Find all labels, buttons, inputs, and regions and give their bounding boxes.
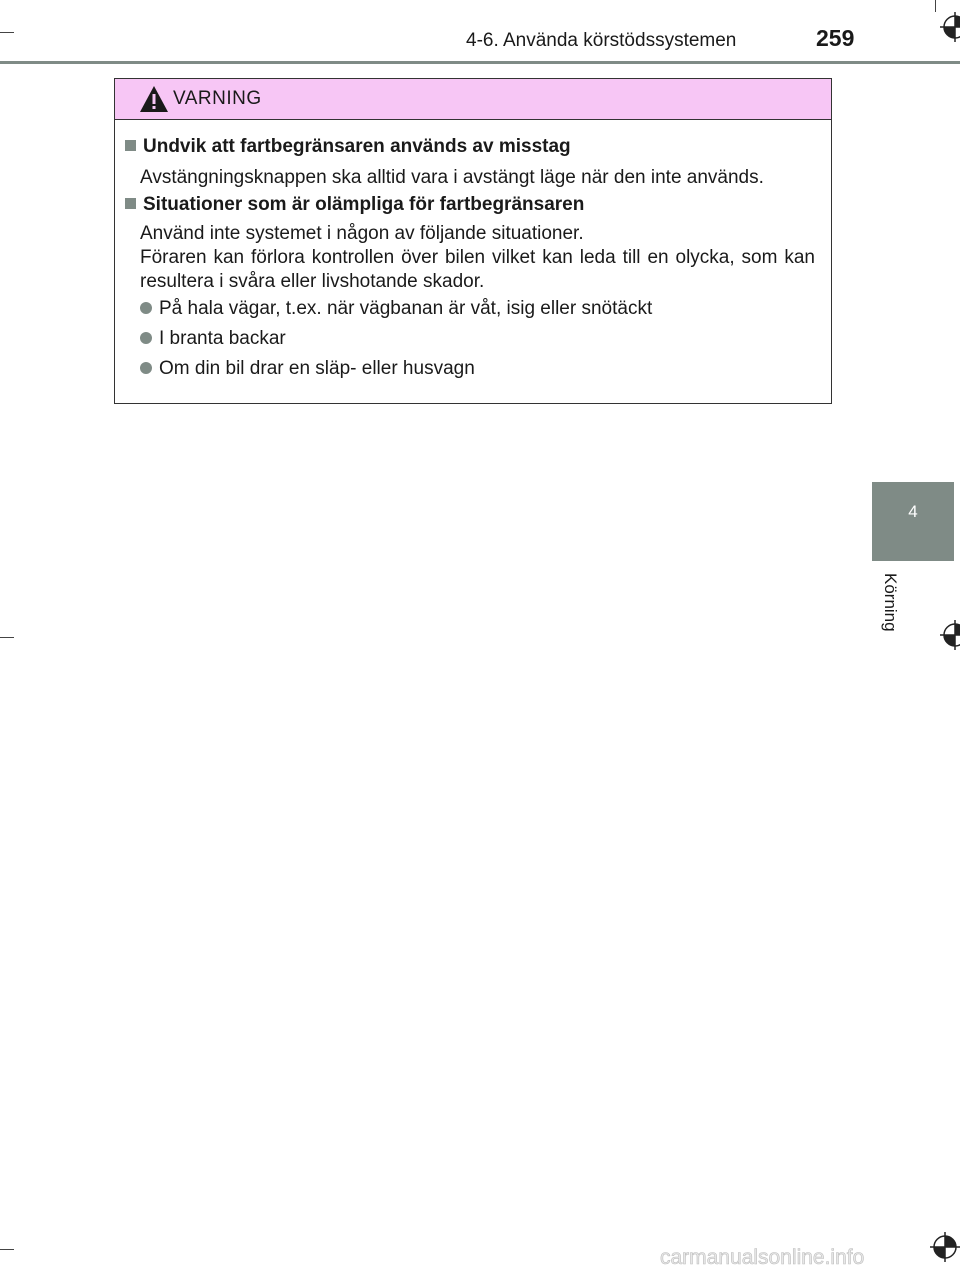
list-item: I branta backar [140,328,286,350]
registration-mark-icon [940,12,960,42]
paragraph: Föraren kan förlora kontrollen över bilen vilket kan leda till en olycka, som kan resultera i svåra eller livshotande skador. [140,247,815,292]
svg-text:carmanualsonline.info: carmanualsonline.info [660,1246,865,1269]
crop-mark [0,32,14,33]
chapter-label: Körning [881,573,900,632]
warning-title: VARNING [173,88,262,109]
crop-mark [0,637,14,638]
crop-mark [0,1249,14,1250]
warning-box [114,78,832,404]
header-rule [0,61,960,64]
bullet-dot-icon [140,362,152,374]
chapter-number: 4 [908,502,918,521]
warning-triangle-icon [139,85,169,113]
watermark-logo [660,1244,930,1270]
square-bullet-icon [125,140,136,151]
chapter-tab [872,482,954,561]
registration-mark-icon [930,1232,960,1262]
paragraph: Avstängningsknappen ska alltid vara i avstängt läge när den inte används. [140,167,764,188]
list-item: På hala vägar, t.ex. när vägbanan är våt, isig eller snötäckt [140,298,652,320]
warning-header [115,79,831,120]
page-number: 259 [816,25,855,51]
list-item: Om din bil drar en släp- eller husvagn [140,358,475,380]
square-bullet-icon [125,198,136,209]
paragraph: Använd inte systemet i någon av följande situationer. [140,223,584,244]
running-header: 4-6. Använda körstödssystemen [466,30,737,51]
bullet-dot-icon [140,302,152,314]
section-heading: Situationer som är olämpliga för fartbegränsaren [125,194,584,216]
bullet-dot-icon [140,332,152,344]
registration-mark-icon [940,620,960,650]
section-heading: Undvik att fartbegränsaren används av misstag [125,136,571,158]
crop-mark [935,0,936,12]
